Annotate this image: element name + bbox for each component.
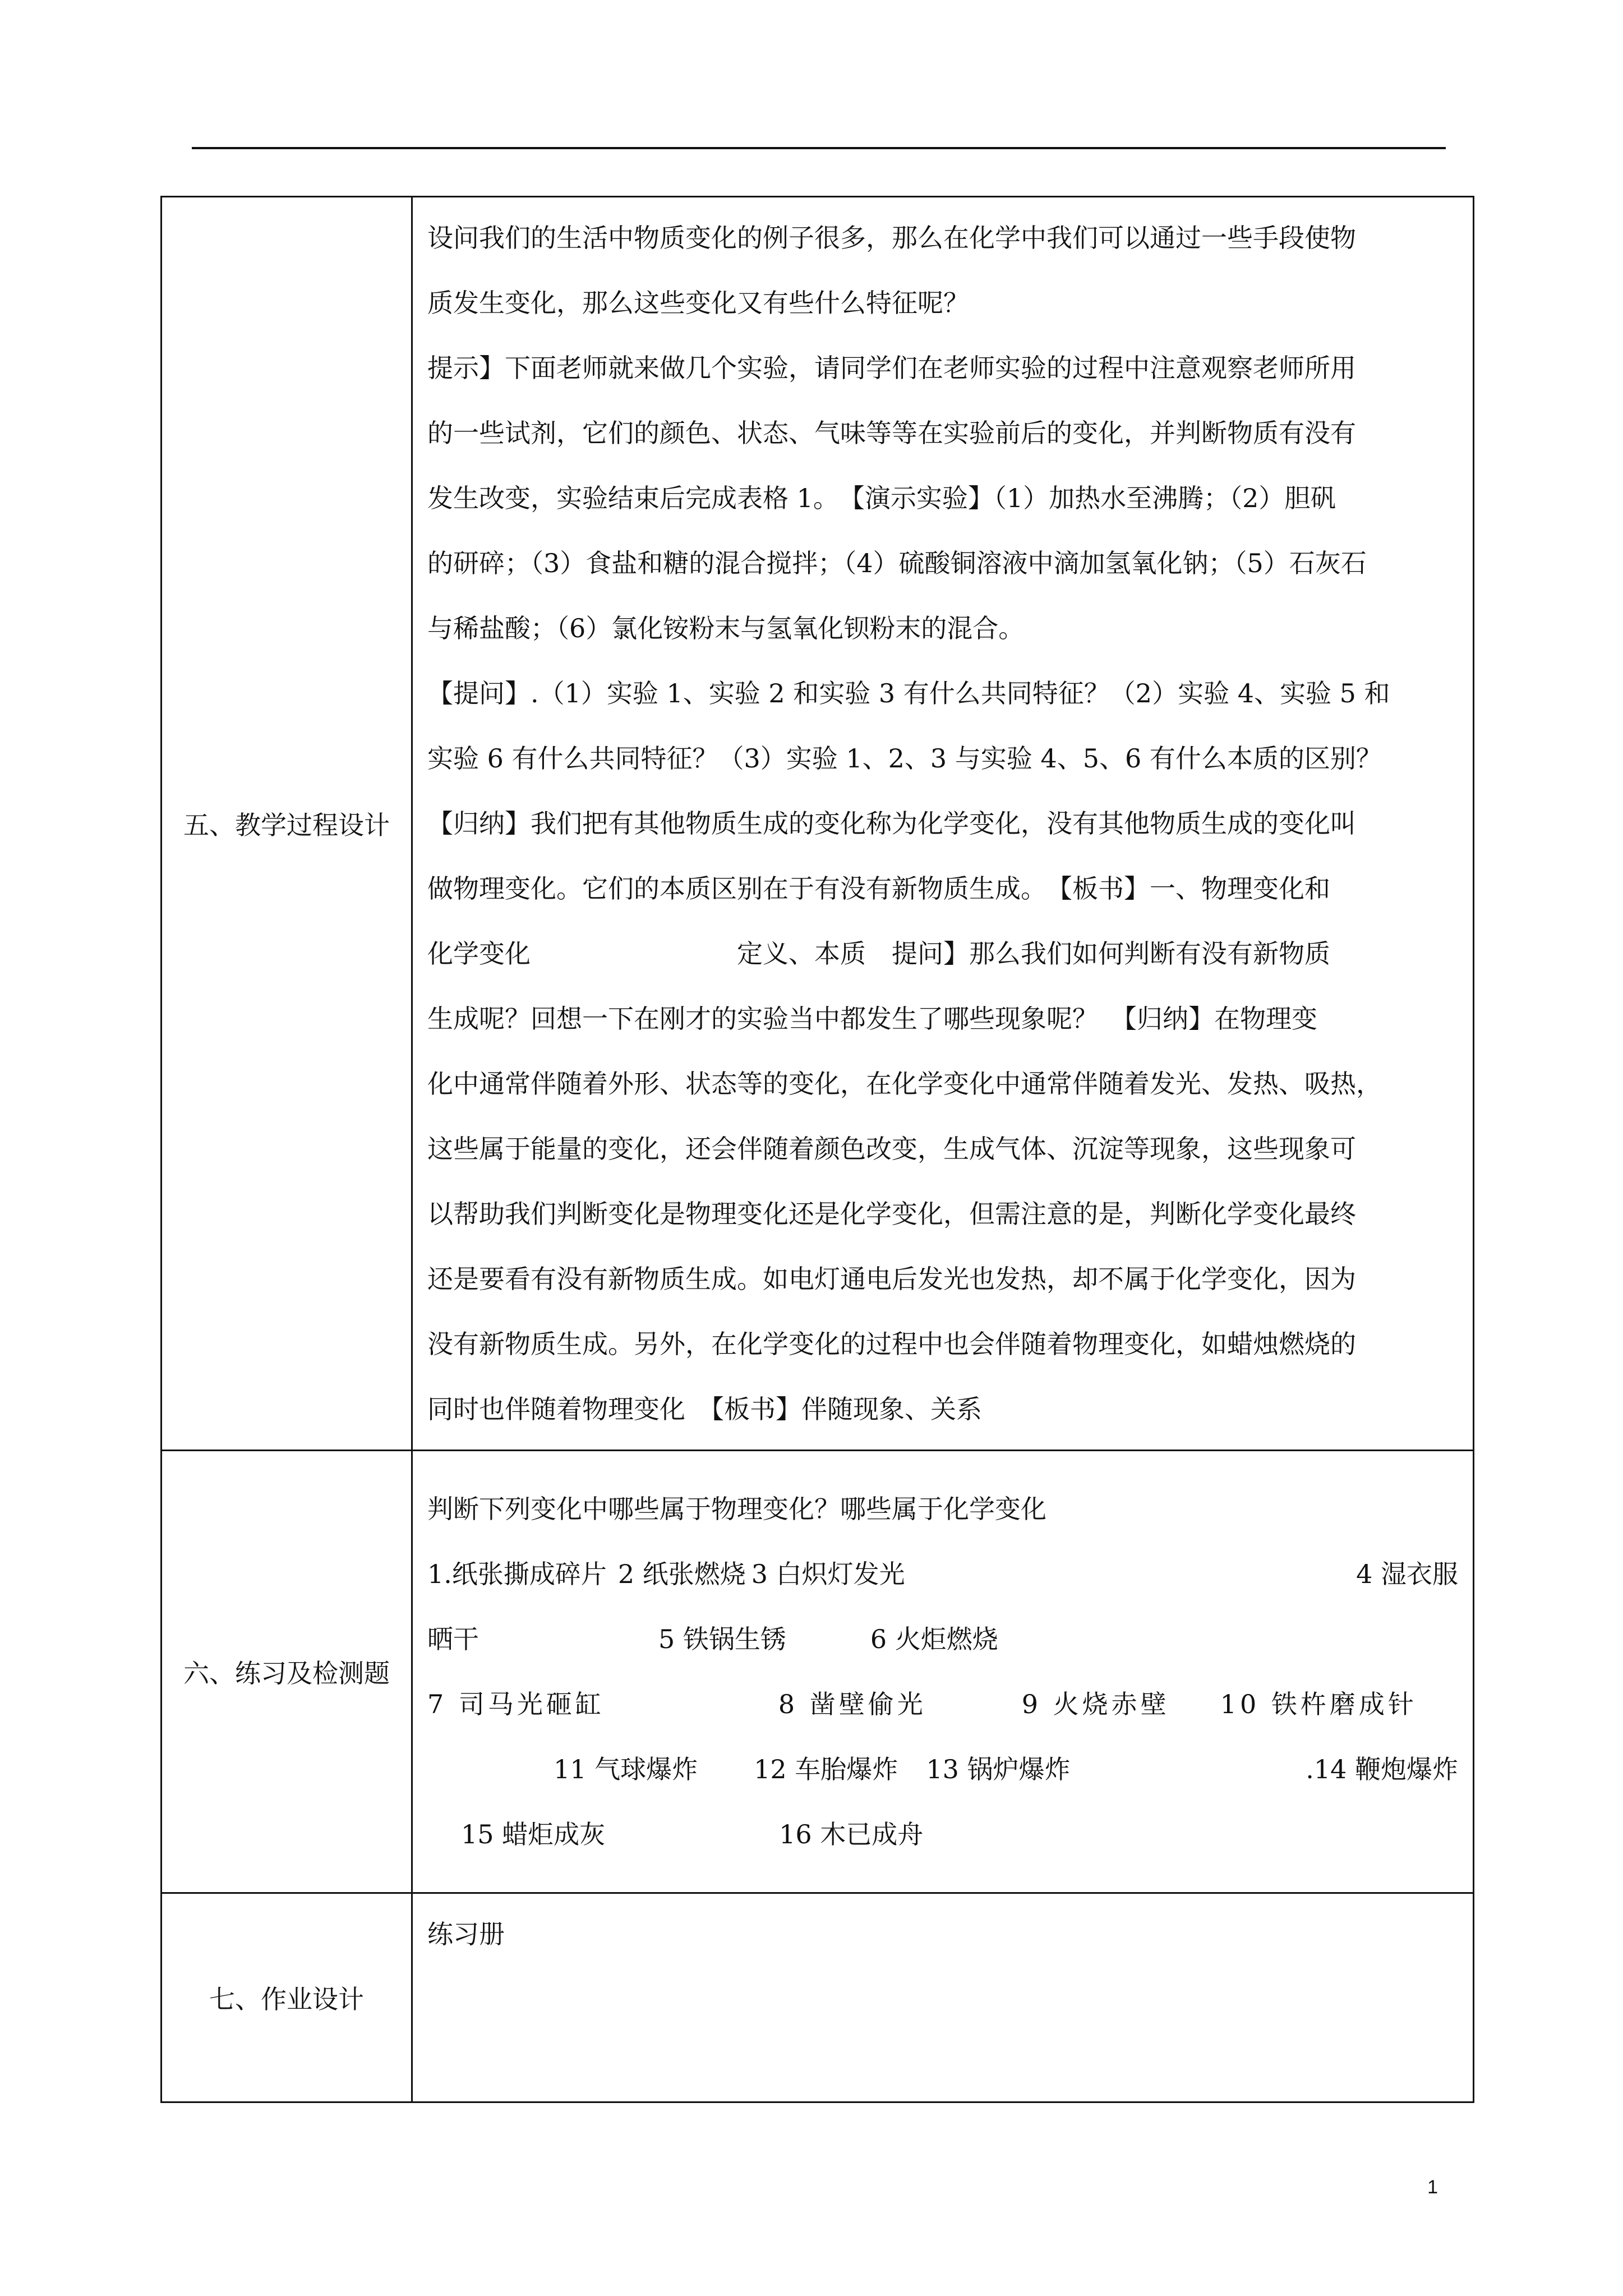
exercise-item: 4 湿衣服 (1356, 1559, 1458, 1589)
exercise-item: 2 纸张燃烧 (617, 1559, 746, 1589)
exercise-line (427, 1802, 1458, 1867)
exercise-item: 16 木已成舟 (779, 1819, 924, 1849)
exercise-item: .14 鞭炮爆炸 (1306, 1754, 1458, 1784)
homework-label: 七、作业设计 (162, 1893, 412, 2102)
text-line: 质发生变化，那么这些变化又有些什么特征呢？ (427, 288, 969, 318)
homework-text: 练习册 (427, 1919, 505, 1949)
text-line: 没有新物质生成。另外，在化学变化的过程中也会伴随着物理变化，如蜡烛燃烧的 (427, 1329, 1356, 1359)
text-line: 化学变化 定义、本质 提问】那么我们如何判断有没有新物质 (427, 938, 1330, 969)
text-line: 与稀盐酸；（6）氯化铵粉末与氢氧化钡粉末的混合。 (427, 613, 1025, 643)
text-line: 【归纳】我们把有其他物质生成的变化称为化学变化，没有其他物质生成的变化叫 (427, 808, 1356, 839)
exercise-item: 8 凿壁偷光 (778, 1689, 926, 1719)
text-line: 化中通常伴随着外形、状态等的变化，在化学变化中通常伴随着发光、发热、吸热， (427, 1069, 1382, 1099)
exercises-label: 六、练习及检测题 (162, 1451, 412, 1893)
exercise-item: 13 锅炉爆炸 (926, 1754, 1071, 1784)
text-line: 提示】下面老师就来做几个实验，请同学们在老师实验的过程中注意观察老师所用 (427, 353, 1356, 383)
teaching-process-content (412, 197, 1474, 1451)
page-number: 1 (1427, 2177, 1438, 2198)
exercises-content (412, 1451, 1474, 1893)
exercise-item: 晒干 (427, 1624, 479, 1654)
exercise-line (427, 1672, 1458, 1737)
exercise-item: 9 火烧赤壁 (1021, 1689, 1170, 1719)
text-line: 同时也伴随着物理变化 【板书】伴随现象、关系 (427, 1394, 982, 1424)
exercise-item: 5 铁锅生锈 (658, 1624, 786, 1654)
exercise-item: 15 蜡炬成灰 (461, 1819, 606, 1849)
teaching-process-row (162, 197, 1474, 1451)
text-line: 以帮助我们判断变化是物理变化还是化学变化，但需注意的是，判断化学变化最终 (427, 1199, 1356, 1229)
exercise-item: 6 火炬燃烧 (870, 1624, 998, 1654)
text-line: 生成呢？回想一下在刚才的实验当中都发生了哪些现象呢？ 【归纳】在物理变 (427, 1004, 1317, 1034)
text-line: 还是要看有没有新物质生成。如电灯通电后发光也发热，却不属于化学变化，因为 (427, 1264, 1356, 1294)
exercise-item: 11 气球爆炸 (554, 1754, 698, 1784)
text-line: 实验 6 有什么共同特征？（3）实验 1、2、3 与实验 4、5、6 有什么本质的区别？ (427, 743, 1382, 774)
teaching-process-label: 五、教学过程设计 (162, 197, 412, 1451)
exercise-item: 10 铁杵磨成针 (1220, 1689, 1417, 1719)
text-line: 发生改变，实验结束后完成表格 1。 【演示实验】（1）加热水至沸腾；（2）胆矾 (427, 483, 1336, 513)
exercise-item: 7 司马光砸缸 (427, 1689, 605, 1719)
exercise-line (427, 1607, 1458, 1672)
homework-row (162, 1893, 1474, 2102)
exercise-item: 12 车胎爆炸 (754, 1754, 898, 1784)
exercise-line (427, 1737, 1458, 1802)
text-line: 这些属于能量的变化，还会伴随着颜色改变，生成气体、沉淀等现象，这些现象可 (427, 1134, 1356, 1164)
text-line: 的一些试剂，它们的颜色、状态、气味等等在实验前后的变化，并判断物质有没有 (427, 418, 1356, 448)
exercise-item: 3 白炽灯发光 (751, 1559, 905, 1589)
exercise-line (427, 1542, 1458, 1607)
text-line: 做物理变化。它们的本质区别在于有没有新物质生成。 【板书】一、物理变化和 (427, 873, 1330, 904)
text-line: 【提问】.（1）实验 1、实验 2 和实验 3 有什么共同特征？（2）实验 4、实验 5 和 (427, 678, 1390, 708)
header-rule (192, 147, 1446, 149)
lesson-plan-table (160, 196, 1474, 2103)
exercise-intro: 判断下列变化中哪些属于物理变化？哪些属于化学变化 (427, 1494, 1046, 1524)
exercise-item: 1.纸张撕成碎片 (427, 1559, 607, 1589)
text-line: 设问我们的生活中物质变化的例子很多，那么在化学中我们可以通过一些手段使物 (427, 223, 1356, 253)
homework-content (412, 1893, 1474, 2102)
text-line: 的研碎；（3）食盐和糖的混合搅拌；（4）硫酸铜溶液中滴加氢氧化钠；（5）石灰石 (427, 548, 1367, 578)
exercises-row (162, 1451, 1474, 1893)
